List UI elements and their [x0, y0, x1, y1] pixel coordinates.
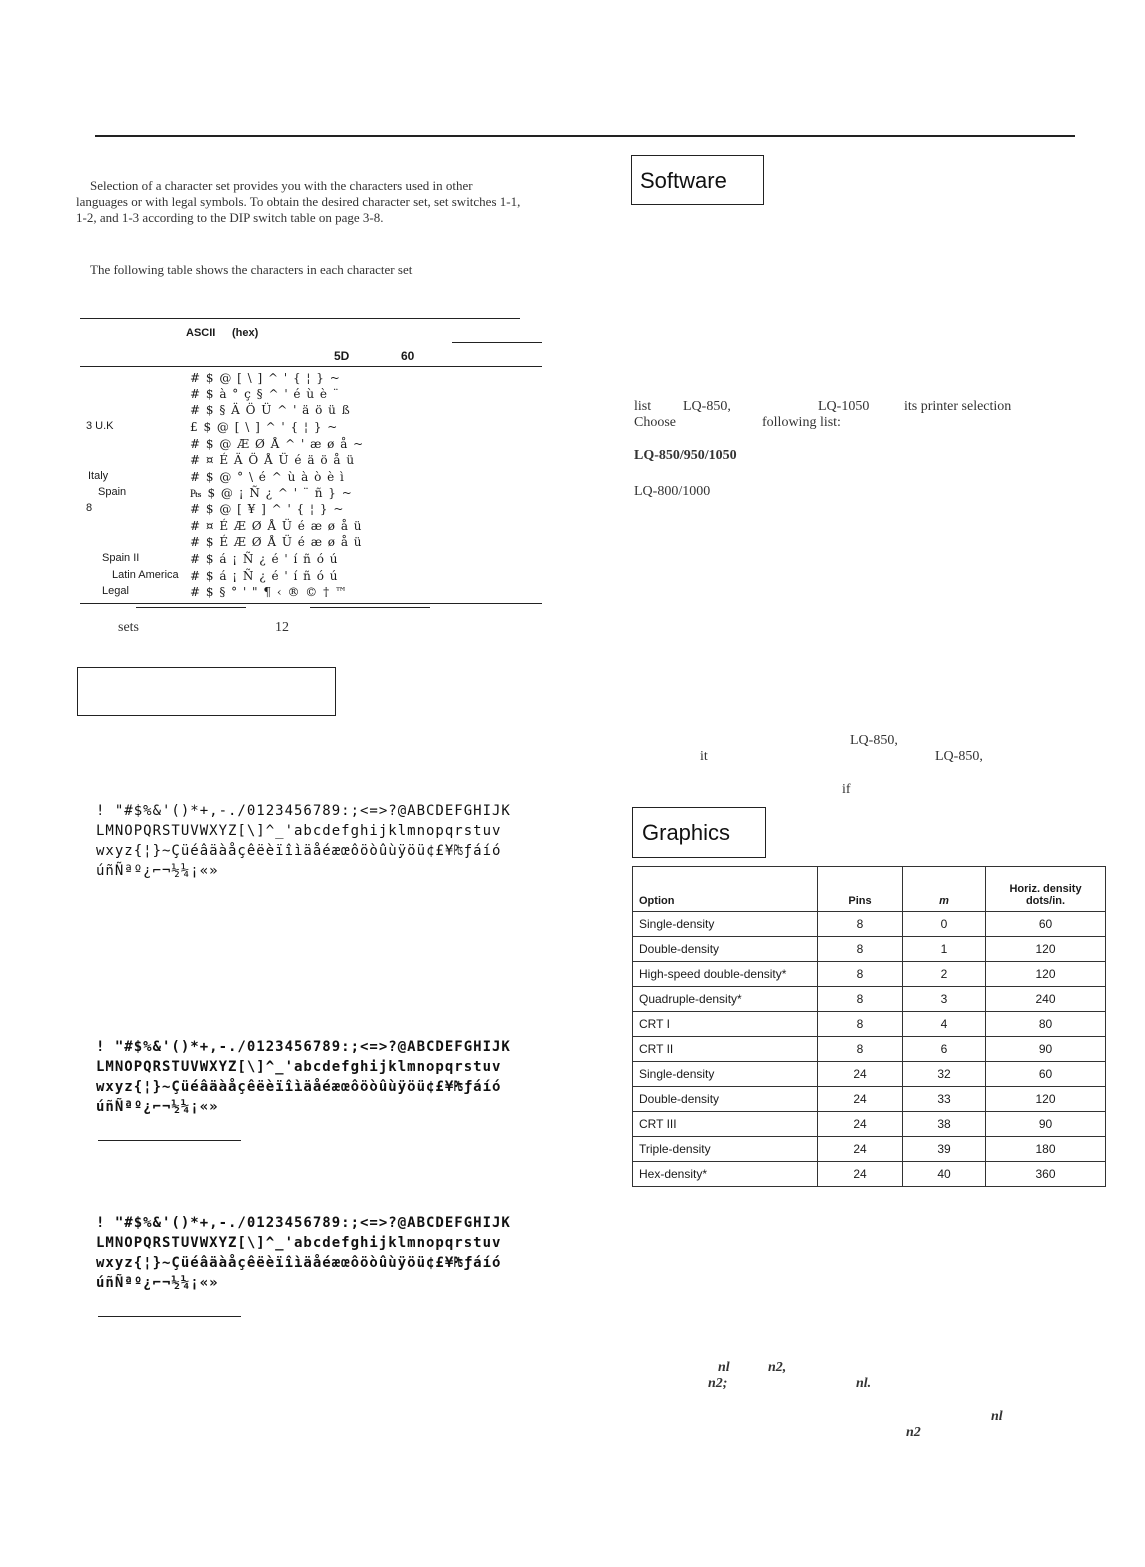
graphics-title: Graphics	[642, 820, 731, 845]
sample-line: úñÑªº¿⌐¬½¼¡«»	[96, 863, 219, 879]
option-name: Hex-density*	[633, 1162, 818, 1187]
table-bottom-rule	[80, 603, 542, 604]
pins-value: 8	[818, 937, 903, 962]
charset-chars: # $ É Æ Ø Å Ü é æ ø å ü	[190, 535, 363, 549]
pins-value: 24	[818, 1162, 903, 1187]
charset-row	[80, 387, 520, 402]
software-text: if	[842, 782, 851, 797]
header-underline	[452, 342, 542, 343]
software-text: it	[700, 749, 708, 764]
charset-label: Spain II	[102, 552, 140, 564]
font-sample-sans	[96, 1193, 511, 1313]
density-value: 240	[986, 987, 1106, 1012]
pins-value: 8	[818, 962, 903, 987]
charset-label: Legal	[102, 585, 129, 597]
sample-line: LMNOPQRSTUVWXYZ[\]^_'abcdefghijklmnopqrstuv	[96, 1235, 502, 1251]
density-value: 90	[986, 1112, 1106, 1137]
graphics-heading-box	[632, 807, 766, 858]
charset-row	[80, 486, 520, 501]
charset-label: Latin America	[112, 569, 179, 581]
param-n1: nl	[991, 1409, 1003, 1424]
software-text: LQ-1050	[818, 399, 870, 414]
software-text: its printer selection	[904, 399, 1012, 414]
charset-row	[80, 569, 520, 584]
intro-paragraph: Selection of a character set provides you with the characters used in other languages or with legal symbols. To obtain the desired character set, set switches 1-1, 1-2, and 1-3 according to the DIP switch table on page 3-8.	[76, 178, 521, 225]
software-text: following list:	[762, 415, 841, 430]
table-header-rule	[80, 366, 542, 367]
charset-chars: # $ à ° ç § ^ ' é ù è ¨	[190, 387, 340, 401]
table-row	[633, 1162, 1106, 1187]
charset-chars: # ¤ É Ä Ö Å Ü é ä ö å ü	[190, 453, 356, 467]
charset-chars: ₧ $ @ ¡ Ñ ¿ ^ ' ¨ ñ } ~	[190, 486, 353, 500]
charset-chars: # $ á ¡ Ñ ¿ é ' í ñ ó ú	[190, 569, 339, 583]
charset-row	[80, 552, 520, 567]
density-value: 60	[986, 1062, 1106, 1087]
option-name: Triple-density	[633, 1137, 818, 1162]
sample-line: LMNOPQRSTUVWXYZ[\]^_'abcdefghijklmnopqrstuv	[96, 823, 502, 839]
charset-chars: # $ § Ä Ö Ü ^ ' ä ö ü ß	[190, 403, 351, 417]
density-value: 90	[986, 1037, 1106, 1062]
table-row	[633, 1037, 1106, 1062]
header-option: Option	[633, 867, 818, 912]
table-row	[633, 1112, 1106, 1137]
charset-label: 8	[86, 502, 93, 514]
sample-line: ! "#$%&'()*+,-./0123456789:;<=>?@ABCDEFGHIJK	[96, 803, 511, 819]
density-value: 120	[986, 1087, 1106, 1112]
model-name-alt: LQ-800/1000	[634, 484, 711, 499]
table-foot-rule-b	[310, 607, 430, 608]
charset-row	[80, 371, 520, 386]
param-n2: n2	[906, 1425, 921, 1440]
table-row	[633, 912, 1106, 937]
footnote-number: 12	[275, 620, 289, 635]
font-sample-roman	[96, 1017, 511, 1137]
sample-line: wxyz{¦}~Çüéâäàåçêëèïîìäåéæœôöòûùÿöü¢£¥₧ƒáíó	[96, 843, 502, 859]
software-text: Choose	[634, 415, 676, 430]
section-heading-box	[77, 667, 336, 716]
m-value: 4	[903, 1012, 986, 1037]
col-code-60: 60	[401, 349, 415, 363]
charset-chars: # $ @ [ ¥ ] ^ ' { ¦ } ~	[190, 502, 345, 516]
m-value: 3	[903, 987, 986, 1012]
graphics-options-table	[632, 866, 1106, 1187]
option-name: High-speed double-density*	[633, 962, 818, 987]
sample-divider	[98, 1140, 241, 1141]
option-name: CRT II	[633, 1037, 818, 1062]
density-value: 60	[986, 912, 1106, 937]
header-horiz-density: Horiz. density dots/in.	[986, 867, 1106, 912]
table-row	[633, 987, 1106, 1012]
software-text: LQ-850,	[850, 733, 898, 748]
table-top-rule	[80, 318, 520, 319]
sample-divider-2	[98, 1316, 241, 1317]
charset-row	[80, 420, 520, 435]
pins-value: 8	[818, 1012, 903, 1037]
option-name: Double-density	[633, 1087, 818, 1112]
sample-line: LMNOPQRSTUVWXYZ[\]^_'abcdefghijklmnopqrstuv	[96, 1059, 502, 1075]
sample-line: úñÑªº¿⌐¬½¼¡«»	[96, 1099, 219, 1115]
param-n1: nl.	[856, 1376, 872, 1391]
header-m: m	[903, 867, 986, 912]
param-n1: nl	[718, 1360, 730, 1375]
charset-chars: # $ @ [ \ ] ^ ' { ¦ } ~	[190, 371, 341, 385]
header-pins: Pins	[818, 867, 903, 912]
intro-paragraph-2: The following table shows the characters in each character set	[90, 262, 413, 277]
charset-row	[80, 470, 520, 485]
param-n2: n2,	[768, 1360, 787, 1375]
table-header-row	[633, 867, 1106, 912]
m-value: 2	[903, 962, 986, 987]
col-header-ascii: ASCII	[186, 327, 216, 339]
option-name: Quadruple-density*	[633, 987, 818, 1012]
table-row	[633, 1012, 1106, 1037]
table-row	[633, 937, 1106, 962]
charset-label: 3 U.K	[86, 420, 114, 432]
col-code-5d: 5D	[334, 349, 350, 363]
m-value: 32	[903, 1062, 986, 1087]
pins-value: 8	[818, 987, 903, 1012]
table-row	[633, 1137, 1106, 1162]
charset-chars: # $ @ Æ Ø Å ^ ' æ ø å ~	[190, 437, 365, 451]
charset-row	[80, 453, 520, 468]
density-value: 120	[986, 962, 1106, 987]
option-name: CRT I	[633, 1012, 818, 1037]
density-value: 180	[986, 1137, 1106, 1162]
header-rule	[95, 135, 1075, 137]
m-value: 6	[903, 1037, 986, 1062]
charset-chars: # $ § ° ' " ¶ ‹ ® © † ™	[190, 585, 348, 599]
m-value: 40	[903, 1162, 986, 1187]
table-foot-rule-a	[136, 607, 246, 608]
footnote-word: sets	[118, 620, 139, 635]
sample-line: wxyz{¦}~Çüéâäàåçêëèïîìäåéæœôöòûùÿöü¢£¥₧ƒáíó	[96, 1255, 502, 1271]
option-name: Single-density	[633, 1062, 818, 1087]
software-title: Software	[640, 168, 727, 193]
sample-line: úñÑªº¿⌐¬½¼¡«»	[96, 1275, 219, 1291]
font-sample-draft	[96, 781, 511, 901]
pins-value: 24	[818, 1087, 903, 1112]
pins-value: 24	[818, 1112, 903, 1137]
col-header-hex: (hex)	[232, 327, 259, 339]
option-name: CRT III	[633, 1112, 818, 1137]
m-value: 33	[903, 1087, 986, 1112]
m-value: 39	[903, 1137, 986, 1162]
m-value: 0	[903, 912, 986, 937]
software-text: list	[634, 399, 652, 414]
charset-row	[80, 519, 520, 534]
pins-value: 8	[818, 912, 903, 937]
option-name: Single-density	[633, 912, 818, 937]
charset-chars: # $ @ ° \ é ^ ù à ò è ì	[190, 470, 345, 484]
density-value: 80	[986, 1012, 1106, 1037]
sample-line: ! "#$%&'()*+,-./0123456789:;<=>?@ABCDEFGHIJK	[96, 1215, 511, 1231]
density-value: 360	[986, 1162, 1106, 1187]
m-value: 1	[903, 937, 986, 962]
software-heading-box	[631, 155, 764, 205]
charset-label: Italy	[88, 470, 109, 482]
param-n2: n2;	[708, 1376, 728, 1391]
pins-value: 8	[818, 1037, 903, 1062]
sample-line: ! "#$%&'()*+,-./0123456789:;<=>?@ABCDEFGHIJK	[96, 1039, 511, 1055]
model-name-bold: LQ-850/950/1050	[634, 448, 737, 463]
table-row	[633, 1062, 1106, 1087]
charset-chars: # $ á ¡ Ñ ¿ é ' í ñ ó ú	[190, 552, 339, 566]
pins-value: 24	[818, 1137, 903, 1162]
charset-row	[80, 403, 520, 418]
table-row	[633, 1087, 1106, 1112]
charset-row	[80, 535, 520, 550]
table-row	[633, 962, 1106, 987]
charset-row	[80, 437, 520, 452]
option-name: Double-density	[633, 937, 818, 962]
charset-chars: # ¤ É Æ Ø Å Ü é æ ø å ü	[190, 519, 363, 533]
sample-line: wxyz{¦}~Çüéâäàåçêëèïîìäåéæœôöòûùÿöü¢£¥₧ƒáíó	[96, 1079, 502, 1095]
charset-chars: £ $ @ [ \ ] ^ ' { ¦ } ~	[190, 420, 339, 434]
charset-row	[80, 502, 520, 517]
charset-row	[80, 585, 520, 600]
charset-label: Spain	[98, 486, 127, 498]
m-value: 38	[903, 1112, 986, 1137]
pins-value: 24	[818, 1062, 903, 1087]
density-value: 120	[986, 937, 1106, 962]
software-text: LQ-850,	[683, 399, 731, 414]
software-text: LQ-850,	[935, 749, 983, 764]
